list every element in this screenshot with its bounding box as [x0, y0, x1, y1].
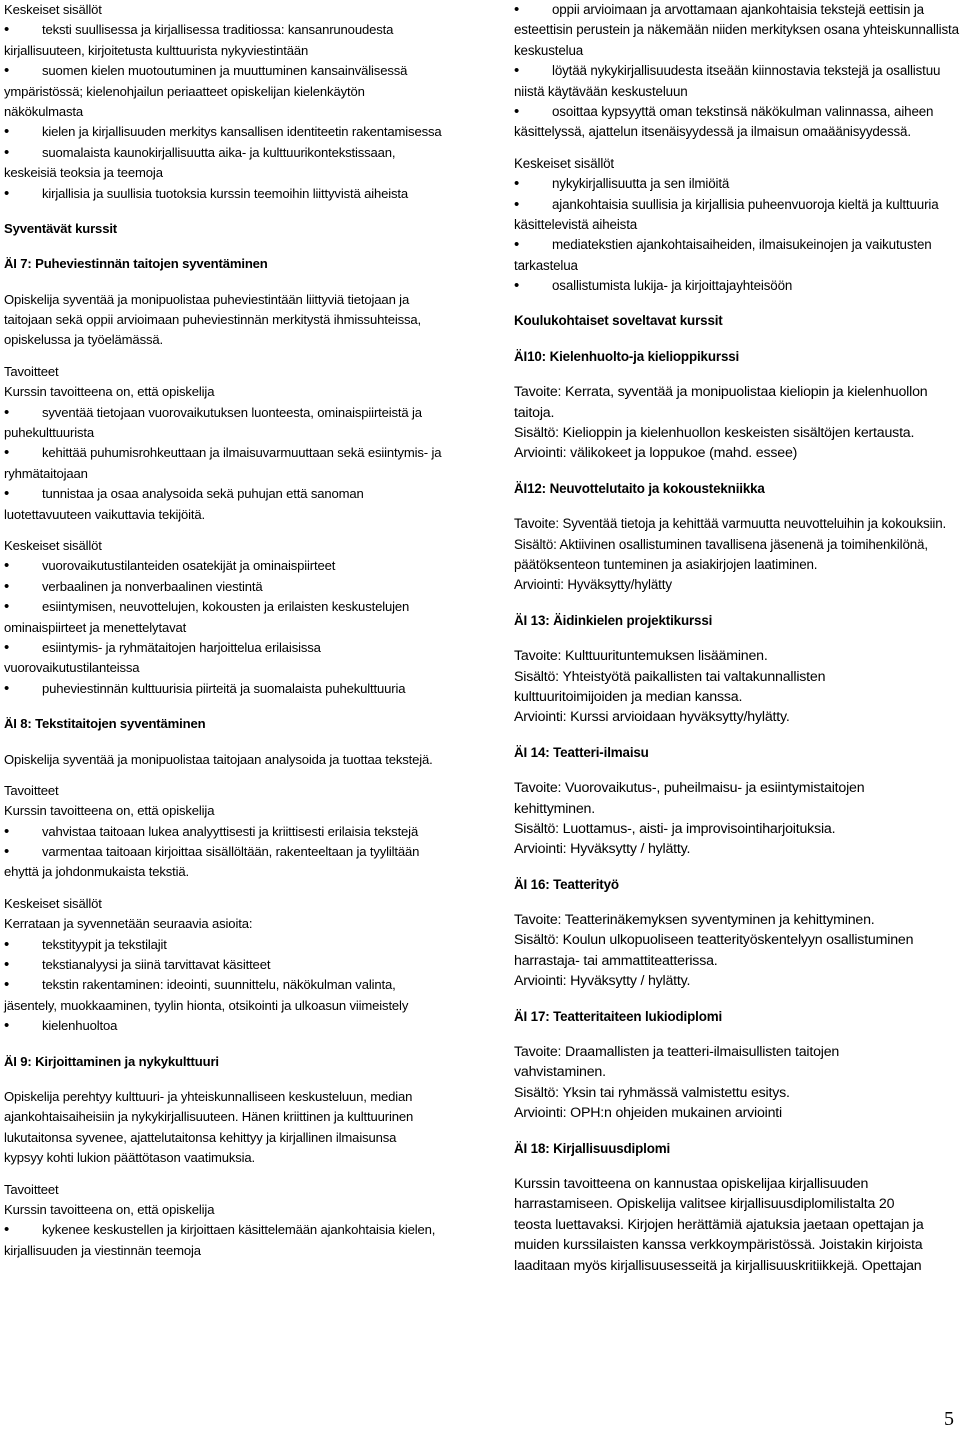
paragraph-line: Opiskelija syventää ja monipuolistaa puheviestintään liittyviä tietojaan ja [4, 291, 410, 307]
paragraph-line: Sisältö: Kielioppin ja kielenhuollon keskeisten sisältöjen kertausta. [514, 425, 915, 442]
course-heading: ÄI 17: Teatteritaiteen lukiodiplomi [514, 1008, 723, 1024]
list-item-continuation: ehyttä ja johdonmukaista tekstiä. [4, 864, 190, 880]
list-item-continuation: ominaispiirteet ja menettelytavat [4, 619, 187, 635]
paragraph-line: Kerrataan ja syvennetään seuraavia asioita: [4, 916, 253, 932]
paragraph-line: Arviointi: Hyväksytty / hylätty. [514, 973, 691, 990]
list-item: • kehittää puhumisrohkeuttaan ja ilmaisuvarmuuttaan sekä esiintymis- ja [4, 443, 446, 463]
course-heading: ÄI 9: Kirjoittaminen ja nykykulttuuri [4, 1053, 219, 1069]
paragraph-line: Arviointi: Kurssi arvioidaan hyväksytty/hylätty. [514, 709, 790, 726]
list-item-continuation: esteettisin perustein ja näkemään niiden merkityksen osana yhteiskunnallista [514, 22, 959, 38]
list-item: • puheviestinnän kulttuurisia piirteitä ja suomalaista puhekulttuuria [4, 679, 446, 699]
list-item: • esiintymis- ja ryhmätaitojen harjoittelua erilaisissa [4, 638, 446, 658]
list-item: • verbaalinen ja nonverbaalinen viestintä [4, 577, 446, 597]
paragraph-line: Tavoite: Vuorovaikutus-, puheilmaisu- ja esiintymistaitojen [514, 780, 865, 797]
paragraph-line: Sisältö: Koulun ulkopuoliseen teatterityöskentelyyn osallistuminen [514, 932, 914, 949]
list-item: • syventää tietojaan vuorovaikutuksen luonteesta, ominaispiirteistä ja [4, 403, 446, 423]
list-item-continuation: näkökulmasta [4, 103, 83, 119]
list-item: • kykenee keskustellen ja kirjoittaen käsittelemään ajankohtaisia kielen, [4, 1220, 446, 1240]
list-item-continuation: puhekulttuurista [4, 425, 95, 441]
paragraph-line: Sisältö: Aktiivinen osallistuminen tavallisena jäsenenä ja toimihenkilönä, [514, 536, 928, 552]
paragraph-line: ajankohtaisaiheisiin ja nykykirjallisuuteen. Hänen kriittinen ja kulttuurinen [4, 1109, 414, 1125]
list-item-continuation: ryhmätaitojaan [4, 465, 88, 481]
list-item: • kielen ja kirjallisuuden merkitys kansallisen identiteetin rakentamisessa [4, 122, 446, 142]
list-item: • esiintymisen, neuvottelujen, kokousten ja erilaisten keskustelujen [4, 597, 446, 617]
section-label: Tavoitteet [4, 782, 59, 798]
paragraph-line: vahvistaminen. [514, 1064, 606, 1081]
list-item-continuation: niistä käytävään keskusteluun [514, 83, 688, 99]
list-item: • oppii arvioimaan ja arvottamaan ajankohtaisia tekstejä eettisin ja [514, 0, 960, 20]
course-heading: ÄI 13: Äidinkielen projektikurssi [514, 612, 713, 628]
list-item: • mediatekstien ajankohtaisaiheiden, ilmaisukeinojen ja vaikutusten [514, 235, 960, 255]
course-heading: ÄI 7: Puheviestinnän taitojen syventäminen [4, 256, 268, 272]
list-item-continuation: kirjallisuuden ja viestinnän teemoja [4, 1242, 201, 1258]
course-heading: ÄI10: Kielenhuolto-ja kielioppikurssi [514, 348, 740, 364]
list-item: • tekstianalyysi ja siinä tarvittavat käsitteet [4, 955, 446, 975]
paragraph-line: kehittyminen. [514, 800, 595, 817]
right-column [514, 0, 960, 1276]
paragraph-line: Arviointi: Hyväksytty / hylätty. [514, 841, 691, 858]
section-label: Keskeiset sisällöt [4, 895, 102, 911]
list-item: • vahvistaa taitoaan lukea analyyttisesti ja kriittisesti erilaisia tekstejä [4, 822, 446, 842]
list-item-continuation: luotettavuuteen vaikuttavia tekijöitä. [4, 506, 206, 522]
paragraph-line: lukutaitonsa syvenee, ajattelutaitonsa kehittyy ja kirjallinen ilmaisunsa [4, 1129, 397, 1145]
list-item-continuation: keskustelua [514, 42, 584, 58]
section-label: Keskeiset sisällöt [4, 537, 102, 553]
paragraph-line: Kurssin tavoitteena on, että opiskelija [4, 803, 215, 819]
list-item-continuation: kirjallisuuteen, kirjoitetusta kulttuurista nykyviestintään [4, 42, 309, 58]
list-item: • ajankohtaisia suullisia ja kirjallisia puheenvuoroja kieltä ja kulttuuria [514, 195, 960, 215]
section-label: Keskeiset sisällöt [4, 2, 102, 17]
section-heading: Syventävät kurssit [4, 220, 118, 236]
list-item-continuation: jäsentely, muokkaaminen, tyylin hionta, otsikointi ja ulkoasun viimeistely [4, 997, 409, 1013]
list-item: • löytää nykykirjallisuudesta itseään kiinnostavia tekstejä ja osallistuu [514, 61, 960, 81]
section-label: Tavoitteet [4, 363, 59, 379]
paragraph-line: kulttuuritoimijoiden ja median kanssa. [514, 688, 743, 705]
list-item: • varmentaa taitoaan kirjoittaa sisällöltään, rakenteeltaan ja tyyliltään [4, 842, 446, 862]
paragraph-line: Kurssin tavoitteena on kannustaa opiskelijaa kirjallisuuden [514, 1175, 869, 1192]
list-item: • tekstin rakentaminen: ideointi, suunnittelu, näkökulman valinta, [4, 975, 446, 995]
paragraph-line: Sisältö: Yhteistyötä paikallisten tai valtakunnallisten [514, 668, 826, 685]
paragraph-line: Tavoite: Syventää tietoja ja kehittää varmuutta neuvotteluihin ja kokouksiin. [514, 516, 947, 532]
left-column [4, 0, 446, 1261]
page-number: 5 [944, 1408, 954, 1430]
list-item: • osallistumista lukija- ja kirjoittajayhteisöön [514, 276, 960, 296]
paragraph-line: kypsyy kohti lukion päättötason vaatimuksia. [4, 1150, 256, 1166]
paragraph-line: opiskelussa ja työelämässä. [4, 332, 163, 348]
list-item: • tunnistaa ja osaa analysoida sekä puhujan että sanoman [4, 484, 446, 504]
paragraph-line: Opiskelija syventää ja monipuolistaa taitojaan analysoida ja tuottaa tekstejä. [4, 751, 433, 767]
course-heading: ÄI 8: Tekstitaitojen syventäminen [4, 716, 206, 732]
paragraph-line: Tavoite: Kerrata, syventää ja monipuolistaa kieliopin ja kielenhuollon [514, 384, 928, 401]
list-item-continuation: ympäristössä; kielenohjailun periaatteet opiskelijan kielenkäytön [4, 83, 365, 99]
paragraph-line: taitoja. [514, 404, 555, 421]
list-item: • suomalaista kaunokirjallisuutta aika- ja kulttuurikontekstissaan, [4, 143, 446, 163]
list-item: • tekstityypit ja tekstilajit [4, 935, 446, 955]
list-item: • kirjallisia ja suullisia tuotoksia kurssin teemoihin liittyvistä aiheista [4, 184, 446, 204]
paragraph-line: teosta luettavaksi. Kirjojen herättämiä ajatuksia jaetaan opettajan ja [514, 1216, 924, 1233]
paragraph-line: päätöksenteon tunteminen ja asiakirjojen laatiminen. [514, 556, 818, 572]
list-item-continuation: keskeisiä teoksia ja teemoja [4, 165, 163, 181]
paragraph-line: Opiskelija perehtyy kulttuuri- ja yhteiskunnalliseen keskusteluun, median [4, 1088, 413, 1104]
paragraph-line: harrastaja- tai ammattiteatterissa. [514, 952, 718, 969]
paragraph-line: Tavoite: Teatterinäkemyksen syventyminen ja kehittyminen. [514, 912, 875, 929]
paragraph-line: muiden kurssilaisten kanssa verkkoympäristössä. Joistakin kirjoista [514, 1237, 923, 1254]
list-item: • vuorovaikutustilanteiden osatekijät ja ominaispiirteet [4, 556, 446, 576]
list-item-continuation: vuorovaikutustilanteissa [4, 660, 140, 676]
paragraph-line: Sisältö: Yksin tai ryhmässä valmistettu esitys. [514, 1084, 790, 1101]
list-item: • kielenhuoltoa [4, 1016, 446, 1036]
paragraph-line: Kurssin tavoitteena on, että opiskelija [4, 1201, 215, 1217]
list-item: • nykykirjallisuutta ja sen ilmiöitä [514, 174, 960, 194]
list-item: • suomen kielen muotoutuminen ja muuttuminen kansainvälisessä [4, 61, 446, 81]
list-item-continuation: käsittelevistä aiheista [514, 216, 638, 232]
paragraph-line: Arviointi: Hyväksytty/hylätty [514, 577, 672, 593]
course-heading: ÄI 16: Teatterityö [514, 876, 619, 892]
course-heading: ÄI 18: Kirjallisuusdiplomi [514, 1140, 671, 1156]
course-heading: ÄI12: Neuvottelutaito ja kokoustekniikka [514, 480, 765, 496]
section-heading: Koulukohtaiset soveltavat kurssit [514, 313, 723, 329]
list-item: • osoittaa kypsyyttä oman tekstinsä näkökulman valinnassa, aiheen [514, 102, 960, 122]
list-item-continuation: tarkastelua [514, 257, 578, 273]
list-item-continuation: käsittelyssä, ajattelun itsenäisyydessä ja ilmaisun omaäänisyydessä. [514, 124, 911, 140]
paragraph-line: taitojaan sekä oppii arvioimaan puheviestinnän merkitystä ihmissuhteissa, [4, 312, 422, 328]
section-label: Tavoitteet [4, 1181, 59, 1197]
paragraph-line: Tavoite: Draamallisten ja teatteri-ilmaisullisten taitojen [514, 1044, 840, 1061]
course-heading: ÄI 14: Teatteri-ilmaisu [514, 744, 649, 760]
paragraph-line: laaditaan myös kirjallisuusesseitä ja kirjallisuuskritiikkejä. Opettajan [514, 1257, 922, 1274]
paragraph-line: Kurssin tavoitteena on, että opiskelija [4, 384, 215, 400]
paragraph-line: Tavoite: Kulttuurituntemuksen lisääminen. [514, 648, 768, 665]
list-item: • teksti suullisessa ja kirjallisessa traditiossa: kansanrunoudesta [4, 20, 446, 40]
paragraph-line: Sisältö: Luottamus-, aisti- ja improvisointiharjoituksia. [514, 820, 836, 837]
section-label: Keskeiset sisällöt [514, 155, 615, 171]
paragraph-line: harrastamiseen. Opiskelija valitsee kirjallisuusdiplomilistalta 20 [514, 1196, 895, 1213]
paragraph-line: Arviointi: välikokeet ja loppukoe (mahd. essee) [514, 445, 798, 462]
paragraph-line: Arviointi: OPH:n ohjeiden mukainen arviointi [514, 1105, 782, 1122]
